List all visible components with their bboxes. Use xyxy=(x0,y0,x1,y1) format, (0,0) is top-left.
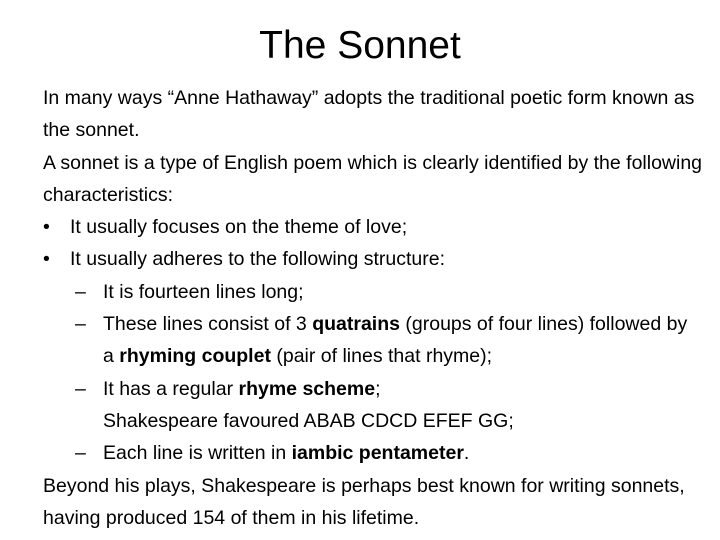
sub-bullet-text: These lines consist of 3 xyxy=(103,313,313,336)
term-rhyming-couplet: rhyming couplet xyxy=(119,345,271,368)
closing-paragraph: Beyond his plays, Shakespeare is perhaps best known for writing sonnets, having produced 154 of them in his lifetime. xyxy=(43,474,685,529)
bullet-item xyxy=(43,211,703,243)
intro-paragraph: In many ways “Anne Hathaway” adopts the traditional poetic form known as the sonnet. xyxy=(43,87,695,142)
sub-bullet-text: Each line is written in xyxy=(103,442,292,465)
bullet-mark: • xyxy=(43,216,50,239)
sub-bullet-text: It has a regular xyxy=(103,377,239,400)
sub-bullet-item xyxy=(43,373,703,405)
bullet-item xyxy=(43,243,703,275)
sub-bullet-text: . xyxy=(463,442,470,465)
sub-bullet-text: (groups of four lines) followed by a xyxy=(103,313,688,368)
sub-bullet-text: (pair of lines that rhyme); xyxy=(270,345,493,368)
slide-body xyxy=(43,82,703,534)
dash-mark: – xyxy=(75,280,86,303)
sub-bullet-item xyxy=(43,276,703,308)
bullet-mark: • xyxy=(43,248,50,271)
term-quatrains: quatrains xyxy=(312,313,400,336)
bullet-text: It usually adheres to the following structure: xyxy=(70,248,446,271)
term-iambic-pentameter: iambic pentameter xyxy=(291,442,464,465)
dash-mark: – xyxy=(75,442,86,465)
definition-paragraph: A sonnet is a type of English poem which is clearly identified by the following characteristics: xyxy=(43,151,703,206)
slide-title: The Sonnet xyxy=(259,24,461,67)
dash-mark: – xyxy=(75,377,86,400)
sub-bullet-text: It is fourteen lines long; xyxy=(103,280,304,303)
term-rhyme-scheme: rhyme scheme xyxy=(238,377,376,400)
sub-bullet-continuation: Shakespeare favoured ABAB CDCD EFEF GG; xyxy=(103,409,514,432)
bullet-text: It usually focuses on the theme of love; xyxy=(70,216,408,239)
sub-bullet-text: ; xyxy=(375,377,381,400)
dash-mark: – xyxy=(75,313,86,336)
sub-bullet-item xyxy=(43,437,703,469)
sub-bullet-item xyxy=(43,308,703,373)
